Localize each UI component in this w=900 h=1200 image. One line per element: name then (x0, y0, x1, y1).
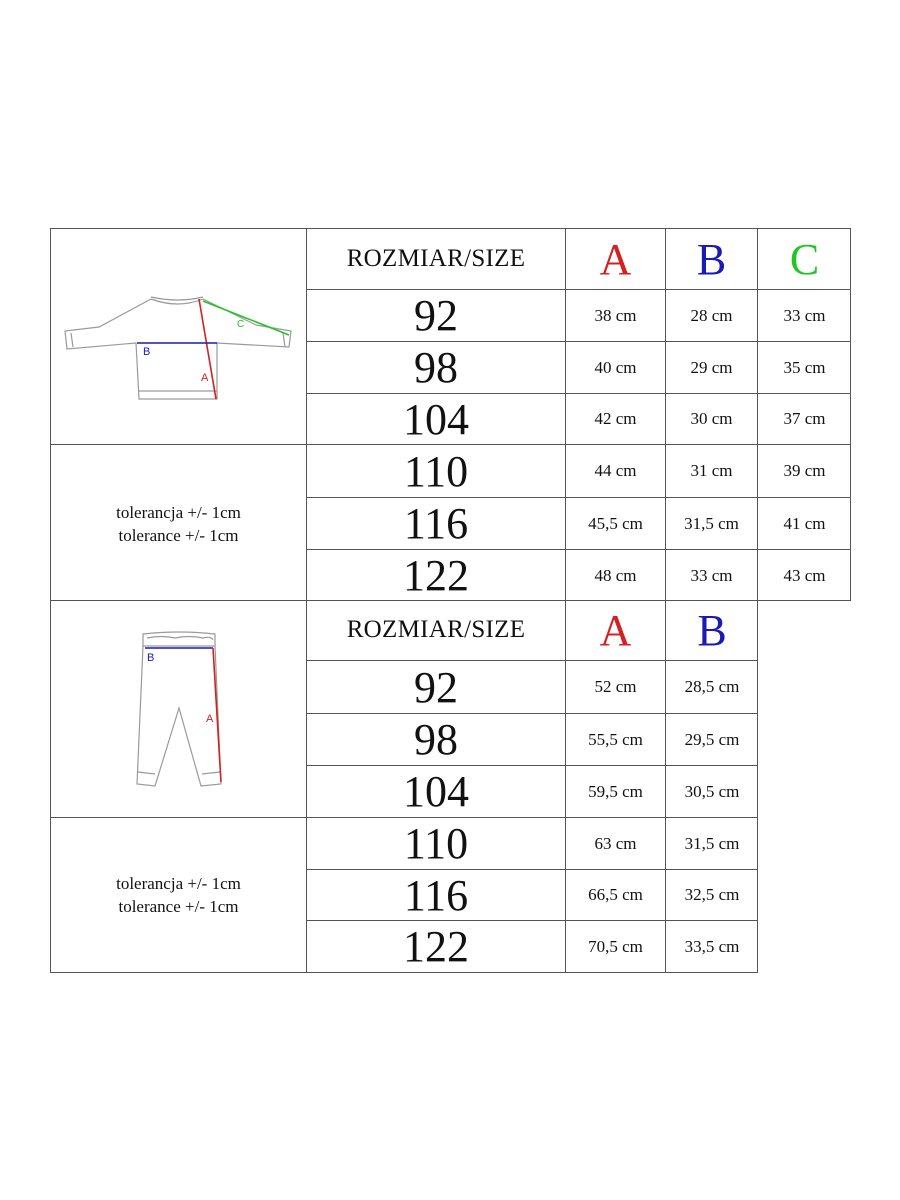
measure-a: 48 cm (594, 565, 637, 585)
size-value: 116 (403, 499, 469, 548)
shirt-diagram (51, 229, 306, 444)
measure-c: 37 cm (783, 409, 826, 428)
pants-tolerance-note (51, 818, 306, 972)
size-value: 116 (403, 870, 469, 920)
tolerance-line-en: tolerance +/- 1cm (118, 897, 239, 916)
measure-a: 59,5 cm (588, 781, 643, 801)
measure-a: 45,5 cm (588, 513, 643, 533)
col-header-c: C (789, 234, 820, 284)
pants-outline-icon (51, 600, 306, 817)
pants-size-table (50, 600, 758, 973)
size-value: 92 (414, 662, 458, 712)
shirt-size-table (50, 228, 851, 601)
size-header: ROZMIAR/SIZE (346, 245, 526, 272)
measure-b: 29,5 cm (684, 729, 740, 749)
measure-b: 33,5 cm (684, 936, 740, 956)
tolerance-line-pl: tolerancja +/- 1cm (116, 502, 241, 522)
svg-text:A: A (206, 713, 214, 725)
measure-c: 33 cm (783, 305, 826, 325)
measure-b: 31 cm (690, 461, 733, 480)
measure-c: 41 cm (783, 513, 826, 533)
col-header-a: A (599, 605, 632, 655)
measure-a: 38 cm (594, 305, 637, 325)
measure-a: 42 cm (594, 409, 637, 428)
measure-a: 66,5 cm (588, 885, 643, 904)
measure-b: 32,5 cm (684, 885, 740, 904)
measure-c: 35 cm (783, 357, 826, 377)
size-value: 98 (414, 715, 458, 764)
measure-b: 28 cm (690, 305, 733, 325)
measure-a: 70,5 cm (588, 936, 643, 956)
size-value: 122 (403, 551, 469, 600)
size-header: ROZMIAR/SIZE (346, 616, 526, 643)
measure-a: 55,5 cm (588, 729, 643, 749)
measure-b: 33 cm (690, 565, 733, 585)
size-value: 98 (414, 343, 458, 392)
pants-diagram (51, 600, 306, 817)
col-header-b: B (697, 605, 727, 655)
col-header-b: B (696, 234, 727, 284)
svg-text:B: B (147, 652, 155, 664)
svg-text:C: C (237, 319, 245, 330)
tolerance-line-en: tolerance +/- 1cm (118, 525, 239, 545)
col-header-a: A (599, 234, 632, 284)
measure-b: 30,5 cm (684, 781, 740, 801)
svg-text:B: B (143, 346, 151, 358)
measure-b: 29 cm (690, 357, 733, 377)
measure-a: 44 cm (594, 461, 637, 480)
shirt-outline-icon (51, 229, 306, 444)
measure-b: 31,5 cm (684, 513, 739, 533)
measure-a: 40 cm (594, 357, 637, 377)
size-value: 104 (403, 394, 469, 444)
size-value: 110 (403, 819, 469, 868)
measure-a: 63 cm (594, 833, 637, 853)
measure-c: 39 cm (783, 461, 826, 480)
size-value: 110 (403, 446, 469, 496)
tolerance-line-pl: tolerancja +/- 1cm (116, 874, 241, 893)
size-value: 92 (414, 291, 458, 340)
shirt-tolerance-note (51, 445, 306, 602)
size-value: 122 (403, 922, 469, 971)
svg-text:A: A (201, 372, 209, 384)
measure-b: 31,5 cm (684, 833, 740, 853)
measure-b: 30 cm (690, 409, 733, 428)
measure-c: 43 cm (783, 565, 826, 585)
measure-b: 28,5 cm (684, 677, 740, 696)
size-value: 104 (403, 767, 469, 816)
measure-a: 52 cm (594, 677, 637, 696)
